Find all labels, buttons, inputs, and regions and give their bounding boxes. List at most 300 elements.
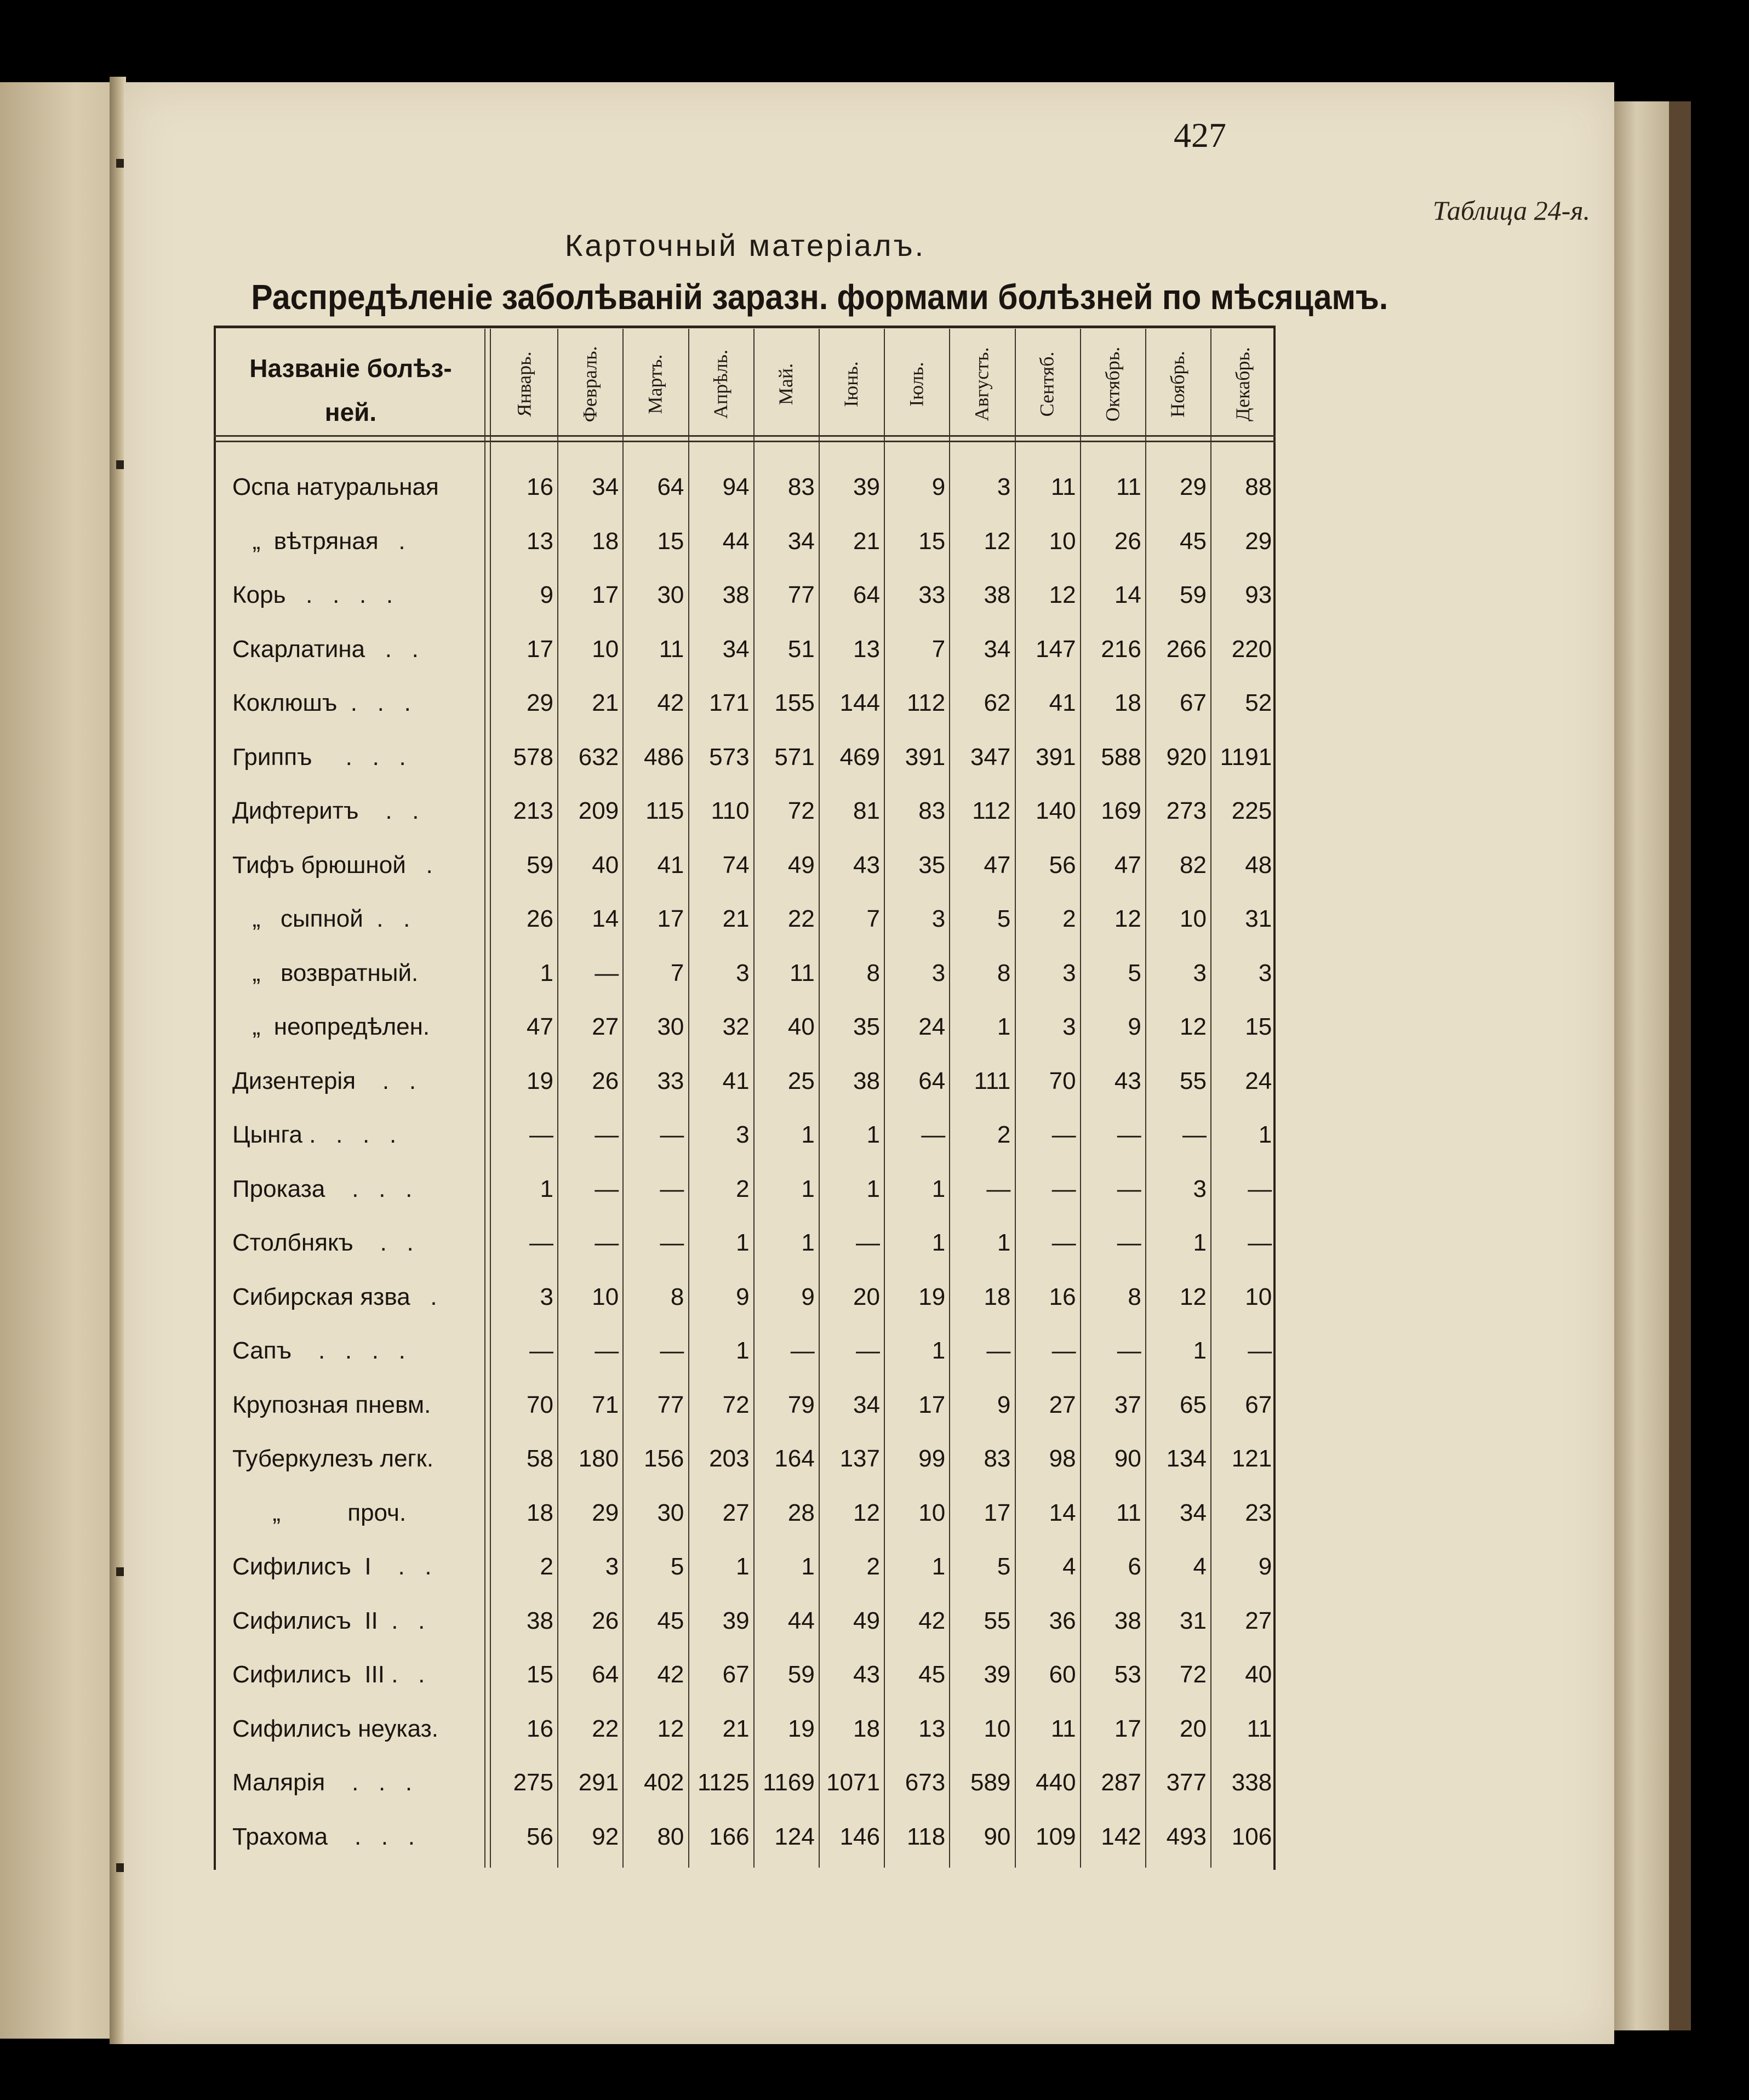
- month-header-label: Октябрь.: [1101, 346, 1123, 422]
- table-cell: —: [1117, 1229, 1141, 1256]
- table-cell: —: [1248, 1229, 1272, 1256]
- table-cell: —: [856, 1229, 880, 1256]
- table-cell: 44: [722, 527, 750, 555]
- table-cell: 9: [540, 581, 553, 608]
- table-cell: —: [595, 1121, 619, 1148]
- table-cell: 493: [1166, 1823, 1207, 1850]
- table-row: [214, 1217, 1276, 1271]
- table-cell: 81: [853, 797, 880, 824]
- table-cell: 74: [722, 851, 750, 878]
- table-cell: 48: [1245, 851, 1272, 878]
- table-cell: 59: [1180, 581, 1207, 608]
- table-cell: 49: [787, 851, 815, 878]
- table-cell: —: [660, 1229, 684, 1256]
- table-cell: 5: [1128, 959, 1141, 986]
- table-cell: 11: [1116, 473, 1141, 500]
- table-cell: 67: [722, 1661, 750, 1688]
- table-cell: 571: [774, 743, 815, 771]
- table-cell: 9: [931, 473, 946, 500]
- table-cell: —: [1117, 1121, 1141, 1148]
- table-cell: 42: [657, 689, 684, 716]
- table-cell: 118: [907, 1823, 946, 1850]
- table-cell: —: [595, 1229, 619, 1256]
- table-cell: 10: [1180, 905, 1207, 932]
- table-cell: 71: [592, 1391, 619, 1418]
- table-cell: 111: [974, 1067, 1011, 1094]
- table-cell: 40: [592, 851, 619, 878]
- table-cell: 1: [931, 1175, 946, 1202]
- table-cell: —: [856, 1337, 880, 1364]
- table-cell: 3: [605, 1553, 619, 1580]
- table-cell: 3: [931, 905, 946, 932]
- table-cell: 6: [1128, 1553, 1141, 1580]
- table-row: [214, 461, 1276, 516]
- table-cell: 59: [787, 1661, 815, 1688]
- table-cell: 180: [578, 1445, 619, 1472]
- table-cell: 3: [736, 959, 750, 986]
- table-cell: 10: [984, 1715, 1011, 1742]
- disease-name: Трахома . . .: [232, 1823, 415, 1850]
- table-cell: 52: [1245, 689, 1272, 716]
- table-cell: 17: [1114, 1715, 1141, 1742]
- table-cell: 273: [1166, 797, 1207, 824]
- table-cell: 10: [1049, 527, 1076, 555]
- table-cell: 64: [657, 473, 684, 500]
- table-cell: 35: [853, 1013, 880, 1040]
- table-cell: 67: [1180, 689, 1207, 716]
- table-cell: 2: [540, 1553, 553, 1580]
- table-cell: 3: [1062, 1013, 1076, 1040]
- table-cell: 83: [787, 473, 815, 500]
- table-cell: 17: [657, 905, 684, 932]
- table-cell: 21: [722, 905, 750, 932]
- table-cell: —: [1248, 1337, 1272, 1364]
- table-cell: 1: [866, 1175, 880, 1202]
- table-cell: 38: [527, 1607, 553, 1634]
- table-cell: 15: [527, 1661, 553, 1688]
- table-cell: 1: [540, 1175, 553, 1202]
- table-cell: 22: [592, 1715, 619, 1742]
- table-cell: 38: [1114, 1607, 1141, 1634]
- table-cell: 1: [736, 1337, 750, 1364]
- table-cell: 632: [578, 743, 619, 771]
- table-cell: 9: [1258, 1553, 1272, 1580]
- table-cell: 9: [997, 1391, 1011, 1418]
- table-cell: 589: [970, 1769, 1011, 1796]
- month-header-label: Май.: [774, 363, 797, 406]
- table-cell: 19: [787, 1715, 815, 1742]
- table-cell: 27: [592, 1013, 619, 1040]
- table-cell: 1: [931, 1337, 946, 1364]
- table-cell: 43: [1114, 1067, 1141, 1094]
- table-cell: 402: [643, 1769, 684, 1796]
- table-cell: 39: [722, 1607, 750, 1634]
- table-cell: 13: [918, 1715, 946, 1742]
- disease-name: Сибирская язва .: [232, 1283, 437, 1310]
- table-cell: 45: [918, 1661, 946, 1688]
- disease-name: „ проч.: [232, 1499, 407, 1526]
- disease-name: Дифтеритъ . .: [232, 797, 419, 824]
- disease-column-header: Названіе болѣз- ней.: [249, 354, 452, 426]
- table-cell: 14: [1114, 581, 1141, 608]
- table-cell: 8: [670, 1283, 684, 1310]
- disease-name: Корь . . . .: [232, 581, 393, 608]
- table-cell: 31: [1180, 1607, 1207, 1634]
- table-cell: 9: [801, 1283, 815, 1310]
- table-cell: 469: [839, 743, 880, 771]
- table-row: [214, 840, 1276, 894]
- table-cell: 31: [1245, 905, 1272, 932]
- table-cell: 18: [984, 1283, 1011, 1310]
- table-cell: —: [660, 1175, 684, 1202]
- page-title: Распредѣленіе заболѣваній заразн. формами болѣзней по мѣсяцамъ.: [251, 277, 1388, 317]
- month-header: [622, 332, 687, 436]
- table-cell: 18: [1114, 689, 1141, 716]
- table-cell: 7: [670, 959, 684, 986]
- disease-name: Сифилисъ II . .: [232, 1607, 425, 1634]
- table-cell: 26: [527, 905, 553, 932]
- table-cell: —: [1051, 1121, 1076, 1148]
- table-row: [214, 1757, 1276, 1811]
- table-cell: —: [986, 1175, 1011, 1202]
- table-cell: 391: [905, 743, 946, 771]
- table-cell: 1169: [763, 1769, 815, 1796]
- table-cell: 5: [997, 905, 1011, 932]
- table-row: [214, 893, 1276, 948]
- disease-name: Сифилисъ неуказ.: [232, 1715, 438, 1742]
- table-cell: 29: [1245, 527, 1272, 555]
- page-edge: [1614, 101, 1669, 2030]
- table-cell: 2: [1062, 905, 1076, 932]
- table-cell: 1071: [826, 1769, 880, 1796]
- table-cell: 588: [1101, 743, 1141, 771]
- table-cell: 55: [984, 1607, 1011, 1634]
- table-cell: 51: [787, 635, 815, 663]
- left-page-edge: [0, 82, 126, 2039]
- table-cell: 112: [907, 689, 946, 716]
- month-header: [492, 332, 557, 436]
- table-cell: —: [1248, 1175, 1272, 1202]
- table-cell: 1: [801, 1175, 815, 1202]
- table-cell: 42: [657, 1661, 684, 1688]
- table-cell: 60: [1049, 1661, 1076, 1688]
- table-cell: 34: [1180, 1499, 1207, 1526]
- table-cell: 19: [527, 1067, 553, 1094]
- disease-name: Дизентерія . .: [232, 1067, 416, 1094]
- table-cell: 34: [853, 1391, 880, 1418]
- disease-name: Столбнякъ . .: [232, 1229, 414, 1256]
- month-header-label: Августъ.: [970, 347, 993, 421]
- table-cell: 47: [984, 851, 1011, 878]
- table-cell: 166: [709, 1823, 750, 1850]
- table-cell: 3: [1193, 959, 1207, 986]
- table-row: [214, 1163, 1276, 1218]
- table-cell: 4: [1193, 1553, 1207, 1580]
- table-cell: 34: [722, 635, 750, 663]
- table-cell: —: [790, 1337, 815, 1364]
- table-cell: 26: [592, 1607, 619, 1634]
- table-cell: 34: [787, 527, 815, 555]
- table-cell: 155: [774, 689, 815, 716]
- disease-name: Проказа . . .: [232, 1175, 413, 1202]
- table-row: [214, 1703, 1276, 1757]
- table-cell: 2: [736, 1175, 750, 1202]
- table-cell: 16: [527, 1715, 553, 1742]
- table-cell: 34: [592, 473, 619, 500]
- table-cell: 19: [918, 1283, 946, 1310]
- table-cell: 70: [527, 1391, 553, 1418]
- table-cell: 12: [1114, 905, 1141, 932]
- table-cell: 11: [1050, 1715, 1076, 1742]
- table-cell: 5: [670, 1553, 684, 1580]
- table-row: [214, 1379, 1276, 1434]
- table-row: [214, 1325, 1276, 1379]
- table-cell: 41: [1049, 689, 1076, 716]
- table-cell: 41: [722, 1067, 750, 1094]
- table-cell: 7: [866, 905, 880, 932]
- table-cell: 112: [972, 797, 1011, 824]
- table-cell: 70: [1049, 1067, 1076, 1094]
- month-header: [1210, 332, 1275, 436]
- table-cell: 17: [527, 635, 553, 663]
- table-cell: 37: [1114, 1391, 1141, 1418]
- table-cell: 213: [513, 797, 553, 824]
- table-cell: 39: [853, 473, 880, 500]
- table-cell: 18: [527, 1499, 553, 1526]
- table-cell: 12: [1180, 1283, 1207, 1310]
- table-cell: 11: [1116, 1499, 1141, 1526]
- data-table: [214, 326, 1276, 1870]
- table-cell: 12: [1180, 1013, 1207, 1040]
- table-cell: 47: [527, 1013, 553, 1040]
- month-header-label: Январь.: [513, 351, 536, 417]
- table-row: [214, 569, 1276, 624]
- table-cell: —: [595, 1175, 619, 1202]
- disease-name: Малярія . . .: [232, 1769, 413, 1796]
- table-cell: —: [1051, 1229, 1076, 1256]
- table-cell: 13: [527, 527, 553, 555]
- table-cell: 12: [984, 527, 1011, 555]
- month-header: [1145, 332, 1210, 436]
- table-row: [214, 677, 1276, 732]
- month-header: [688, 332, 753, 436]
- table-cell: 36: [1049, 1607, 1076, 1634]
- table-cell: 56: [1049, 851, 1076, 878]
- table-cell: —: [529, 1121, 553, 1148]
- table-cell: 29: [592, 1499, 619, 1526]
- table-cell: 220: [1231, 635, 1272, 663]
- table-cell: 83: [918, 797, 946, 824]
- table-cell: 347: [970, 743, 1011, 771]
- table-cell: 209: [578, 797, 619, 824]
- table-cell: —: [986, 1337, 1011, 1364]
- table-cell: 920: [1166, 743, 1207, 771]
- disease-name: Крупозная пневм.: [232, 1391, 431, 1418]
- table-cell: 90: [1114, 1445, 1141, 1472]
- table-cell: 20: [853, 1283, 880, 1310]
- table-cell: —: [660, 1121, 684, 1148]
- table-row: [214, 1649, 1276, 1703]
- table-cell: 11: [790, 959, 815, 986]
- table-cell: 88: [1245, 473, 1272, 500]
- table-cell: 1: [931, 1553, 946, 1580]
- table-cell: 137: [839, 1445, 880, 1472]
- disease-name: Гриппъ . . .: [232, 743, 406, 771]
- page-subtitle: Карточный матеріалъ.: [564, 228, 926, 262]
- table-cell: 49: [853, 1607, 880, 1634]
- table-row: [214, 1595, 1276, 1650]
- table-cell: 17: [592, 581, 619, 608]
- disease-name: „ вѣтряная .: [232, 527, 405, 555]
- table-cell: 266: [1166, 635, 1207, 663]
- table-cell: 40: [1245, 1661, 1272, 1688]
- table-row: [214, 732, 1276, 786]
- table-cell: 99: [918, 1445, 946, 1472]
- table-cell: 3: [540, 1283, 553, 1310]
- table-row: [214, 1001, 1276, 1055]
- table-cell: 22: [787, 905, 815, 932]
- table-cell: 41: [657, 851, 684, 878]
- table-cell: 47: [1114, 851, 1141, 878]
- table-cell: 164: [774, 1445, 815, 1472]
- table-cell: 1: [801, 1553, 815, 1580]
- table-cell: 35: [918, 851, 946, 878]
- table-cell: 2: [997, 1121, 1011, 1148]
- table-row: [214, 1271, 1276, 1326]
- table-cell: 27: [1049, 1391, 1076, 1418]
- table-cell: —: [1051, 1175, 1076, 1202]
- table-cell: 10: [592, 1283, 619, 1310]
- table-cell: 11: [1247, 1715, 1272, 1742]
- table-cell: 115: [645, 797, 684, 824]
- book-cover-edge: [1669, 101, 1691, 2030]
- table-cell: 56: [527, 1823, 553, 1850]
- disease-name: Сифилисъ III . .: [232, 1661, 425, 1688]
- table-row: [214, 624, 1276, 678]
- table-cell: 134: [1166, 1445, 1207, 1472]
- month-header: [949, 332, 1014, 436]
- table-cell: 33: [657, 1067, 684, 1094]
- table-row: [214, 785, 1276, 840]
- table-cell: 98: [1049, 1445, 1076, 1472]
- table-cell: 10: [918, 1499, 946, 1526]
- table-cell: 1: [997, 1013, 1011, 1040]
- table-cell: 216: [1101, 635, 1141, 663]
- table-row: [214, 1433, 1276, 1487]
- table-cell: 7: [931, 635, 946, 663]
- table-cell: 44: [787, 1607, 815, 1634]
- table-cell: 3: [1193, 1175, 1207, 1202]
- page-number: 427: [1174, 116, 1226, 155]
- table-cell: 38: [853, 1067, 880, 1094]
- table-top-rule: [214, 326, 1276, 328]
- table-cell: —: [1117, 1337, 1141, 1364]
- table-cell: 1: [866, 1121, 880, 1148]
- table-cell: —: [660, 1337, 684, 1364]
- month-header-label: Іюнь.: [839, 361, 862, 407]
- table-cell: 4: [1062, 1553, 1076, 1580]
- table-cell: 93: [1245, 581, 1272, 608]
- table-cell: 30: [657, 581, 684, 608]
- table-row: [214, 516, 1276, 570]
- table-row: [214, 948, 1276, 1002]
- table-cell: 42: [918, 1607, 946, 1634]
- table-cell: —: [921, 1121, 946, 1148]
- table-cell: 124: [774, 1823, 815, 1850]
- table-cell: 9: [1128, 1013, 1141, 1040]
- table-cell: 20: [1180, 1715, 1207, 1742]
- table-cell: 14: [1049, 1499, 1076, 1526]
- table-cell: 5: [997, 1553, 1011, 1580]
- table-cell: 18: [853, 1715, 880, 1742]
- table-cell: 38: [722, 581, 750, 608]
- table-cell: 79: [787, 1391, 815, 1418]
- table-cell: 43: [853, 1661, 880, 1688]
- table-cell: 29: [1180, 473, 1207, 500]
- table-cell: 39: [984, 1661, 1011, 1688]
- table-cell: 8: [1128, 1283, 1141, 1310]
- table-cell: 11: [1050, 473, 1076, 500]
- month-header: [1080, 332, 1145, 436]
- table-cell: 45: [1180, 527, 1207, 555]
- table-cell: 203: [709, 1445, 750, 1472]
- table-cell: 27: [1245, 1607, 1272, 1634]
- month-header: [1015, 332, 1079, 436]
- table-cell: 15: [1245, 1013, 1272, 1040]
- table-cell: 275: [513, 1769, 553, 1796]
- table-cell: 486: [643, 743, 684, 771]
- table-cell: 17: [984, 1499, 1011, 1526]
- table-cell: 77: [787, 581, 815, 608]
- table-cell: 291: [578, 1769, 619, 1796]
- table-row: [214, 1811, 1276, 1865]
- table-cell: 338: [1231, 1769, 1272, 1796]
- disease-name: Коклюшъ . . .: [232, 689, 411, 716]
- table-cell: 64: [918, 1067, 946, 1094]
- table-cell: 21: [592, 689, 619, 716]
- table-cell: 12: [657, 1715, 684, 1742]
- disease-name: Тифъ брюшной .: [232, 851, 433, 878]
- table-row: [214, 1487, 1276, 1542]
- table-cell: 24: [1245, 1067, 1272, 1094]
- table-cell: —: [529, 1337, 553, 1364]
- header-rule: [214, 441, 1276, 442]
- table-cell: 58: [527, 1445, 553, 1472]
- table-cell: 3: [1062, 959, 1076, 986]
- table-cell: 72: [787, 797, 815, 824]
- table-cell: 1: [736, 1553, 750, 1580]
- month-header-label: Декабрь.: [1232, 347, 1254, 421]
- table-cell: 94: [722, 473, 750, 500]
- table-cell: —: [595, 1337, 619, 1364]
- table-cell: 1125: [697, 1769, 750, 1796]
- table-cell: 92: [592, 1823, 619, 1850]
- table-cell: 18: [592, 527, 619, 555]
- table-cell: 1: [801, 1229, 815, 1256]
- month-header-label: Мартъ.: [644, 354, 666, 414]
- table-cell: 8: [997, 959, 1011, 986]
- table-cell: 1: [997, 1229, 1011, 1256]
- month-header: [557, 332, 622, 436]
- table-cell: 32: [722, 1013, 750, 1040]
- table-cell: 3: [1258, 959, 1272, 986]
- table-row: [214, 1541, 1276, 1595]
- table-cell: 24: [918, 1013, 946, 1040]
- table-cell: 65: [1180, 1391, 1207, 1418]
- table-cell: 144: [839, 689, 880, 716]
- table-cell: 110: [711, 797, 750, 824]
- table-cell: 3: [736, 1121, 750, 1148]
